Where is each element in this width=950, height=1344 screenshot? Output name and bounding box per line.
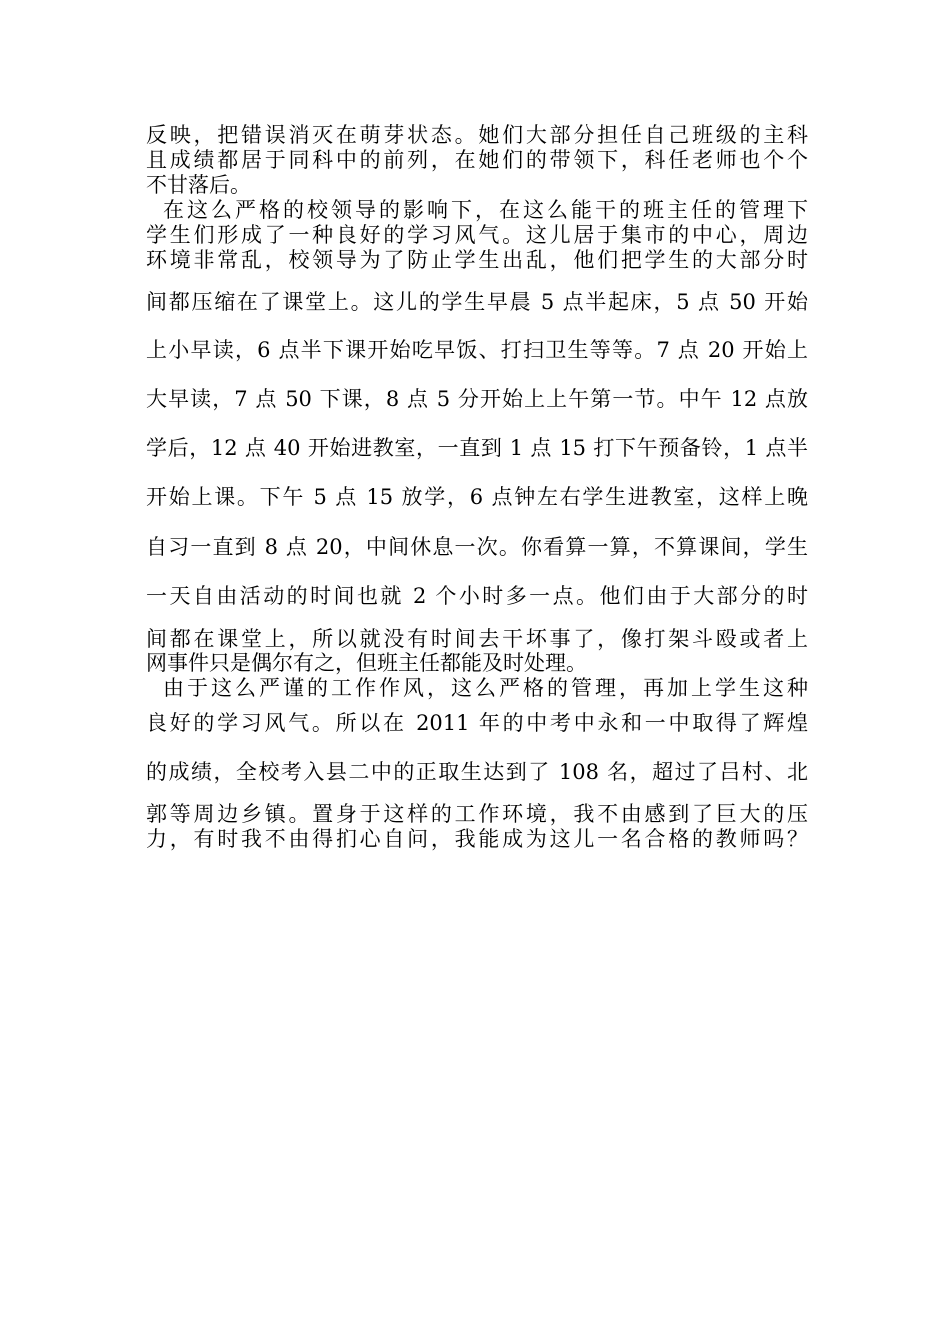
text-line: 学生们形成了一种良好的学习风气。这儿居于集市的中心，周边	[146, 223, 808, 247]
text-line: 上小早读，6 点半下课开始吃早饭、打扫卫生等等。7 点 20 开始上	[146, 338, 808, 362]
text-line: 郭等周边乡镇。置身于这样的工作环境，我不由感到了巨大的压	[146, 802, 808, 826]
text-line: 间都压缩在了课堂上。这儿的学生早晨 5 点半起床，5 点 50 开始	[146, 290, 808, 314]
text-line: 的成绩，全校考入县二中的正取生达到了 108 名，超过了吕村、北	[146, 760, 808, 784]
text-line: 学后，12 点 40 开始进教室，一直到 1 点 15 打下午预备铃，1 点半	[146, 436, 808, 460]
text-line: 间都在课堂上，所以就没有时间去干坏事了，像打架斗殴或者上	[146, 627, 808, 651]
text-line: 网事件只是偶尔有之，但班主任都能及时处理。	[146, 651, 587, 675]
text-line: 一天自由活动的时间也就 2 个小时多一点。他们由于大部分的时	[146, 584, 808, 608]
text-line: 良好的学习风气。所以在 2011 年的中考中永和一中取得了辉煌	[146, 711, 808, 735]
text-line: 且成绩都居于同科中的前列，在她们的带领下，科任老师也个个	[146, 148, 808, 172]
text-line: 开始上课。下午 5 点 15 放学，6 点钟左右学生进教室，这样上晚	[146, 485, 808, 509]
text-line: 由于这么严谨的工作作风，这么严格的管理，再加上学生这种	[163, 676, 808, 700]
text-line: 在这么严格的校领导的影响下，在这么能干的班主任的管理下	[163, 198, 808, 222]
text-line: 大早读，7 点 50 下课，8 点 5 分开始上上午第一节。中午 12 点放	[146, 387, 808, 411]
text-line: 不甘落后。	[146, 173, 251, 197]
text-line: 反映，把错误消灭在萌芽状态。她们大部分担任自己班级的主科	[146, 123, 808, 147]
text-line: 自习一直到 8 点 20，中间休息一次。你看算一算，不算课间，学生	[146, 535, 808, 559]
text-line: 力，有时我不由得扪心自问，我能成为这儿一名合格的教师吗？	[146, 827, 808, 851]
text-line: 环境非常乱，校领导为了防止学生出乱，他们把学生的大部分时	[146, 248, 808, 272]
